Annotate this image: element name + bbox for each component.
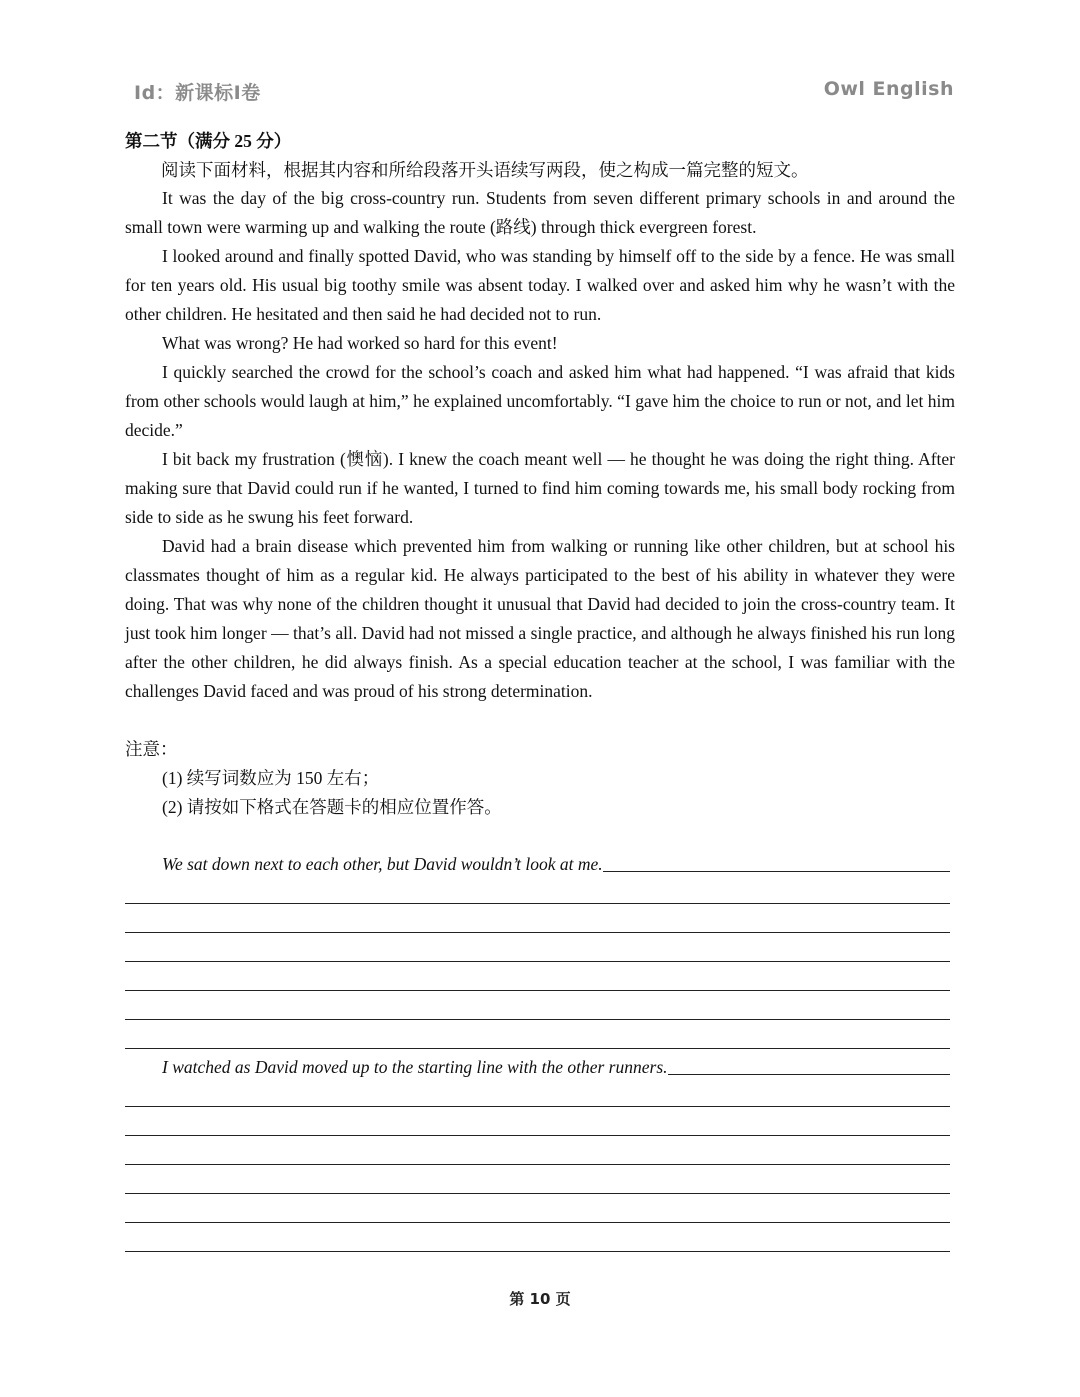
page-number: 第 10 页: [509, 1290, 571, 1308]
note-item: (1) 续写词数应为 150 左右；: [162, 768, 380, 788]
answer-line[interactable]: [125, 875, 950, 904]
header-exam-id: Id：新课标Ⅰ卷: [134, 82, 261, 104]
answer-line[interactable]: [125, 933, 950, 962]
answer-line[interactable]: [125, 1223, 950, 1252]
answer-line[interactable]: [125, 1194, 950, 1223]
section-instruction: 阅读下面材料，根据其内容和所给段落开头语续写两段，使之构成一篇完整的短文。: [161, 160, 809, 180]
notes-title: 注意：: [125, 739, 178, 759]
section-title: 第二节（满分 25 分）: [125, 131, 292, 151]
header-brand: Owl English: [823, 78, 954, 100]
answer-line[interactable]: [125, 1165, 950, 1194]
writing-area-1: [125, 846, 950, 1049]
note-item: (2) 请按如下格式在答题卡的相应位置作答。: [162, 797, 502, 817]
writing-prompt-1: We sat down next to each other, but David wouldn’t look at me.: [162, 854, 603, 874]
passage-paragraph: What was wrong? He had worked so hard for this event!: [162, 333, 558, 353]
answer-line[interactable]: [125, 1136, 950, 1165]
writing-prompt-row: [125, 1049, 950, 1078]
answer-line[interactable]: [125, 1107, 950, 1136]
notes-block: [125, 735, 502, 822]
answer-line[interactable]: [603, 870, 950, 872]
passage-paragraph: I quickly searched the crowd for the school’s coach and asked him what had happened. “I was afraid that kids from other schools would laugh at him,” he explained uncomfortably. “I gave him the choice to run or not, and let him decide.”: [125, 362, 955, 440]
answer-line[interactable]: [125, 1020, 950, 1049]
writing-prompt-row: [125, 846, 950, 875]
passage-paragraph: I bit back my frustration (懊恼). I knew the coach meant well — he thought he was doing the right thing. After making sure that David could run if he wanted, I turned to find him coming towards me, his small body rocking from side to side as he swung his feet forward.: [125, 449, 955, 527]
reading-passage: [125, 184, 955, 706]
answer-line[interactable]: [125, 904, 950, 933]
writing-prompt-2: I watched as David moved up to the starting line with the other runners.: [162, 1057, 668, 1077]
answer-line[interactable]: [668, 1073, 950, 1075]
answer-line[interactable]: [125, 1078, 950, 1107]
passage-paragraph: David had a brain disease which prevented him from walking or running like other children, but at school his classmates thought of him as a regular kid. He always participated to the best of his ability in whatever they were doing. That was why none of the children thought it unusual that David had decided to join the cross-country team. It just took him longer — that’s all. David had not missed a single practice, and although he always finished his run long after the other children, he did always finish. As a special education teacher at the school, I was familiar with the challenges David faced and was proud of his strong determination.: [125, 536, 955, 701]
answer-line[interactable]: [125, 962, 950, 991]
answer-line[interactable]: [125, 991, 950, 1020]
passage-paragraph: It was the day of the big cross-country run. Students from seven different primary schools in and around the small town were warming up and walking the route (路线) through thick evergreen forest.: [125, 188, 955, 237]
passage-paragraph: I looked around and finally spotted David, who was standing by himself off to the side by a fence. He was small for ten years old. His usual big toothy smile was absent today. I walked over and asked him why he wasn’t with the other children. He hesitated and then said he had decided not to run.: [125, 246, 955, 324]
writing-area-2: [125, 1049, 950, 1252]
